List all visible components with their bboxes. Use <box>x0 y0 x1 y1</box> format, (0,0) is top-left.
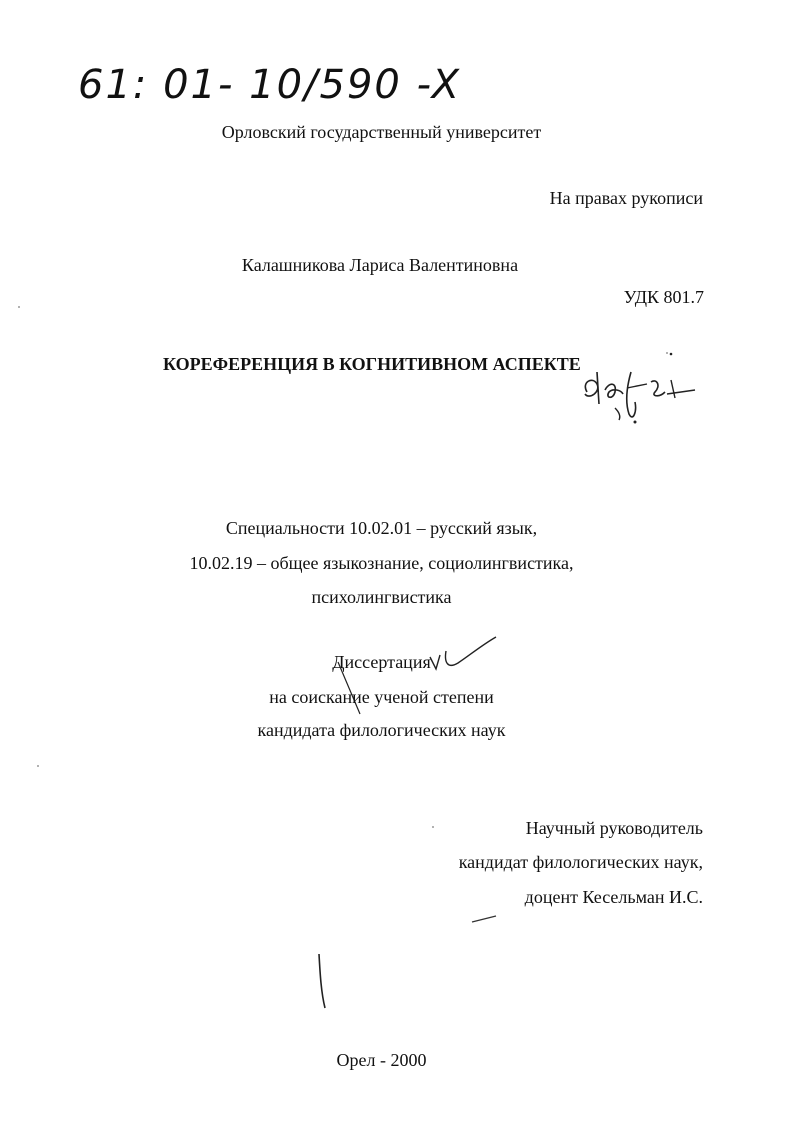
scan-speck <box>37 765 39 767</box>
dissertation-title: КОРЕФЕРЕНЦИЯ В КОГНИТИВНОМ АСПЕКТЕ <box>163 354 581 374</box>
city-year: Орел - 2000 <box>336 1050 427 1070</box>
scan-speck <box>666 352 668 354</box>
stray-dash-mark <box>470 914 500 924</box>
specialty-line-1: Специальности 10.02.01 – русский язык, <box>225 518 538 538</box>
author-name: Калашникова Лариса Валентиновна <box>241 255 519 275</box>
dissertation-handwritten-mark <box>424 633 504 677</box>
institution-name: Орловский государственный университет <box>221 122 542 142</box>
udc-code: УДК 801.7 <box>623 287 704 307</box>
dissertation-label: Диссертация <box>332 652 431 672</box>
archive-code-handwritten: 61: 01- 10/590 -X <box>78 62 461 108</box>
specialty-line-3: психолингвистика <box>311 587 452 607</box>
scan-speck <box>432 826 434 828</box>
manuscript-rights: На правах рукописи <box>549 188 703 208</box>
degree-line: на соискание ученой степени <box>269 687 494 707</box>
specialty-line-2: 10.02.19 – общее языкознание, социолингвистика, <box>189 553 574 573</box>
science-line: кандидата филологических наук <box>257 720 506 740</box>
supervisor-degree: кандидат филологических наук, <box>458 852 703 872</box>
scan-speck <box>18 306 20 308</box>
stray-vertical-mark <box>316 952 328 1012</box>
supervisor-title: Научный руководитель <box>525 818 703 838</box>
supervisor-name: доцент Кесельман И.С. <box>524 887 703 907</box>
signature-mark <box>575 352 705 432</box>
